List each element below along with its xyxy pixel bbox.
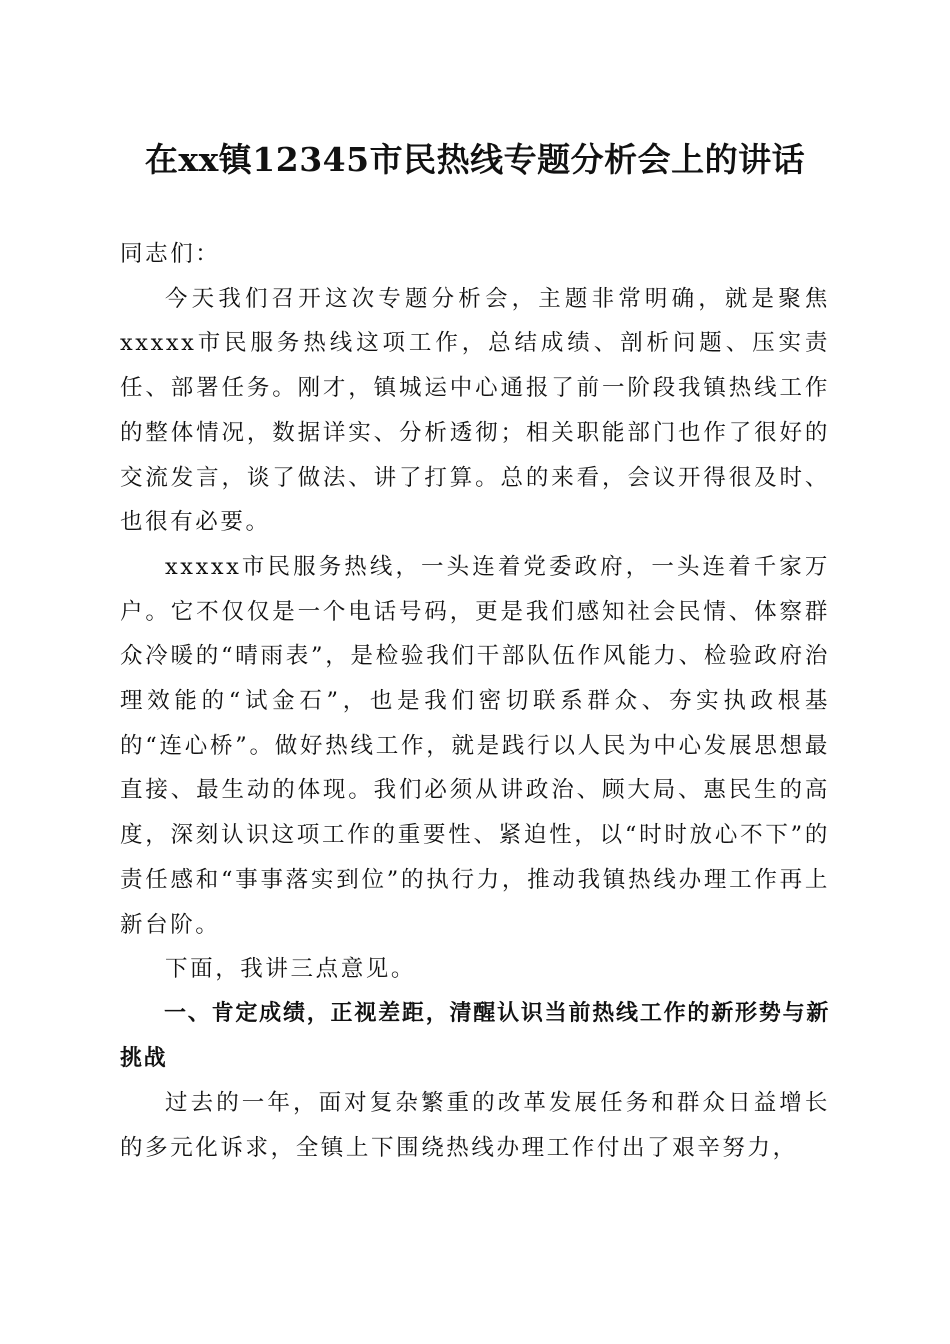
paragraph-hotline-significance: xxxxx市民服务热线，一头连着党委政府，一头连着千家万户。它不仅仅是一个电话号码，更是我们感知社会民情、体察群众冷暖的“晴雨表”，是检验我们干部队伍作风能力、检验政府治理效能的“试金石”，也是我们密切联系群众、夯实执政根基的“连心桥”。做好热线工作，就是践行以人民为中心发展思想最直接、最生动的体现。我们必须从讲政治、顾大局、惠民生的高度，深刻认识这项工作的重要性、紧迫性，以“时时放心不下”的责任感和“事事落实到位”的执行力，推动我镇热线办理工作再上新台阶。 — [120, 553, 830, 938]
paragraph-opening: 今天我们召开这次专题分析会，主题非常明确，就是聚焦xxxxx市民服务热线这项工作，总结成绩、剖析问题、压实责任、部署任务。刚才，镇城运中心通报了前一阶段我镇热线工作的整体情况，数据详实、分析透彻；相关职能部门也作了很好的交流发言，谈了做法、讲了打算。总的来看，会议开得很及时、也很有必要。 — [120, 285, 830, 536]
paragraph-three-points: 下面，我讲三点意见。 — [165, 956, 417, 983]
document-body — [120, 232, 830, 1171]
salutation: 同志们： — [120, 241, 221, 267]
document-title: 在xx镇12345市民热线专题分析会上的讲话 — [144, 140, 806, 179]
paragraph-past-year: 过去的一年，面对复杂繁重的改革发展任务和群众日益增长的多元化诉求，全镇上下围绕热线办理工作付出了艰辛努力， — [120, 1090, 830, 1162]
section-heading-one: 一、肯定成绩，正视差距，清醒认识当前热线工作的新形势与新挑战 — [120, 1000, 830, 1071]
